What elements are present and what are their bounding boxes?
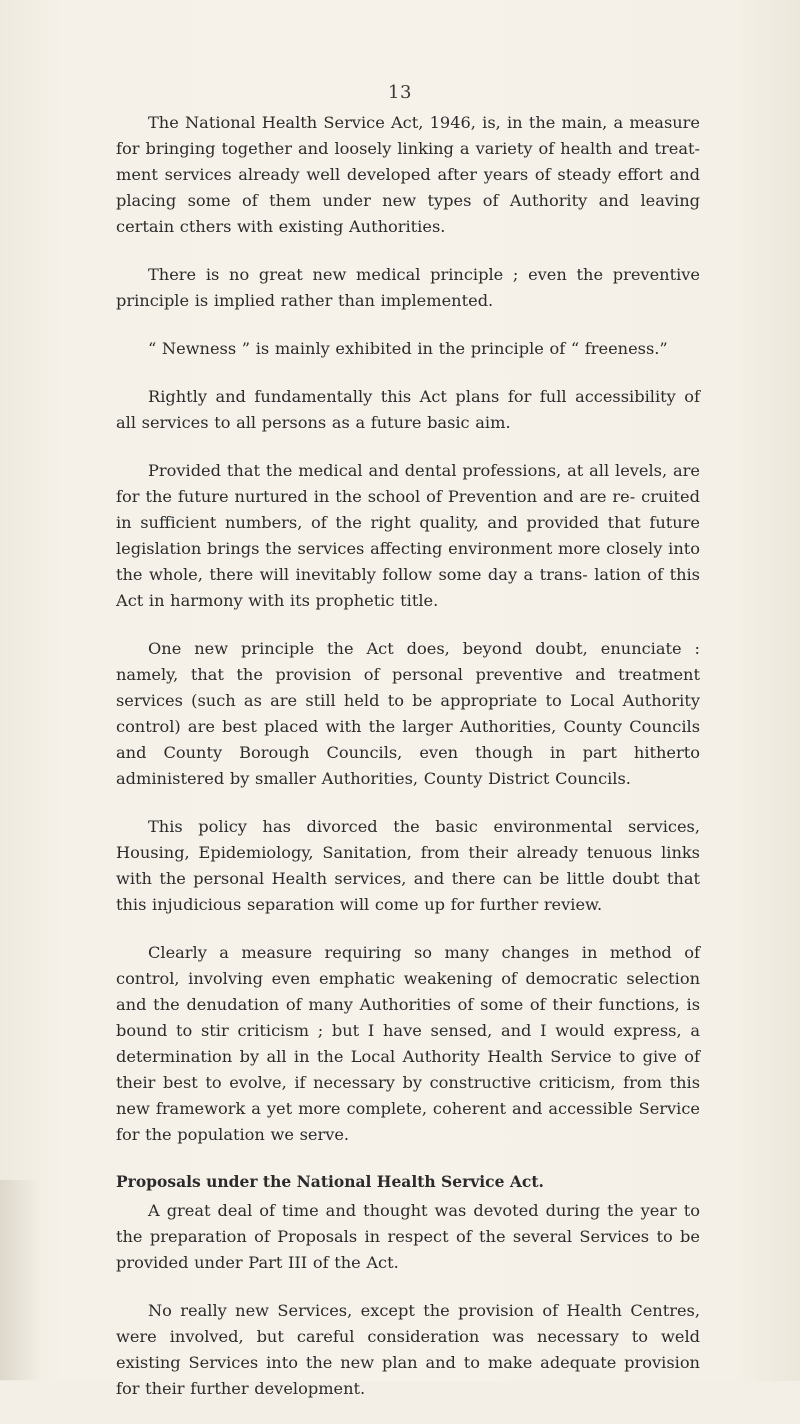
paragraph-policy-divorce: This policy has divorced the basic environmental services, Housing, Epidemiology, Sanitation, from their already tenuous links with the personal Health services, and there can be little doubt that this injudicious separation will come up for further review.: [116, 817, 700, 914]
paragraph-act-overview: The National Health Service Act, 1946, is, in the main, a measure for bringing together and loosely linking a variety of health and treat- ment services already well developed after years of steady effort and placing some of them under new types of Authority and leaving certain cthers with existing Authorities.: [116, 113, 700, 236]
paragraph-professions: Provided that the medical and dental professions, at all levels, are for the future nurtured in the school of Prevention and are re- cruited in sufficient numbers, of the right quality, and provided that future legislation brings the services affecting environment more closely into the whole, there will inevitably follow some day a trans- lation of this Act in harmony with its prophetic title.: [116, 461, 700, 610]
document-body: [116, 110, 700, 1424]
paragraph-proposals-preparation: A great deal of time and thought was devoted during the year to the preparation of Proposals in respect of the several Services to be provided under Part III of the Act.: [116, 1201, 700, 1272]
paragraph-health-centres: No really new Services, except the provision of Health Centres, were involved, but careful consideration was necessary to weld existing Services into the new plan and to make adequate provision for their further development.: [116, 1301, 700, 1398]
paragraph-new-principle: One new principle the Act does, beyond doubt, enunciate : namely, that the provision of personal preventive and treatment services (such as are still held to be appropriate to Local Authority control) are best placed with the larger Authorities, County Councils and County Borough Councils, even though in part hitherto administered by smaller Authorities, County District Councils.: [116, 639, 700, 788]
page-number: 13: [388, 82, 412, 103]
page-edge-shadow: [0, 1180, 40, 1380]
paragraph-no-new-principle: There is no great new medical principle ; even the preventive principle is implied rather than implemented.: [116, 265, 700, 310]
section-heading: Proposals under the National Health Service Act.: [116, 1172, 544, 1191]
paragraph-newness: “ Newness ” is mainly exhibited in the principle of “ freeness.”: [148, 339, 668, 358]
paragraph-criticism: Clearly a measure requiring so many changes in method of control, involving even emphatic weakening of democratic selection and the denudation of many Authorities of some of their functions, is bound to stir criticism ; but I have sensed, and I would express, a determination by all in the Local Authority Health Service to give of their best to evolve, if necessary by constructive criticism, from this new framework a yet more complete, coherent and accessible Service for the population we serve.: [116, 943, 700, 1144]
paragraph-accessibility: Rightly and fundamentally this Act plans for full accessibility of all services to all persons as a future basic aim.: [116, 387, 700, 432]
